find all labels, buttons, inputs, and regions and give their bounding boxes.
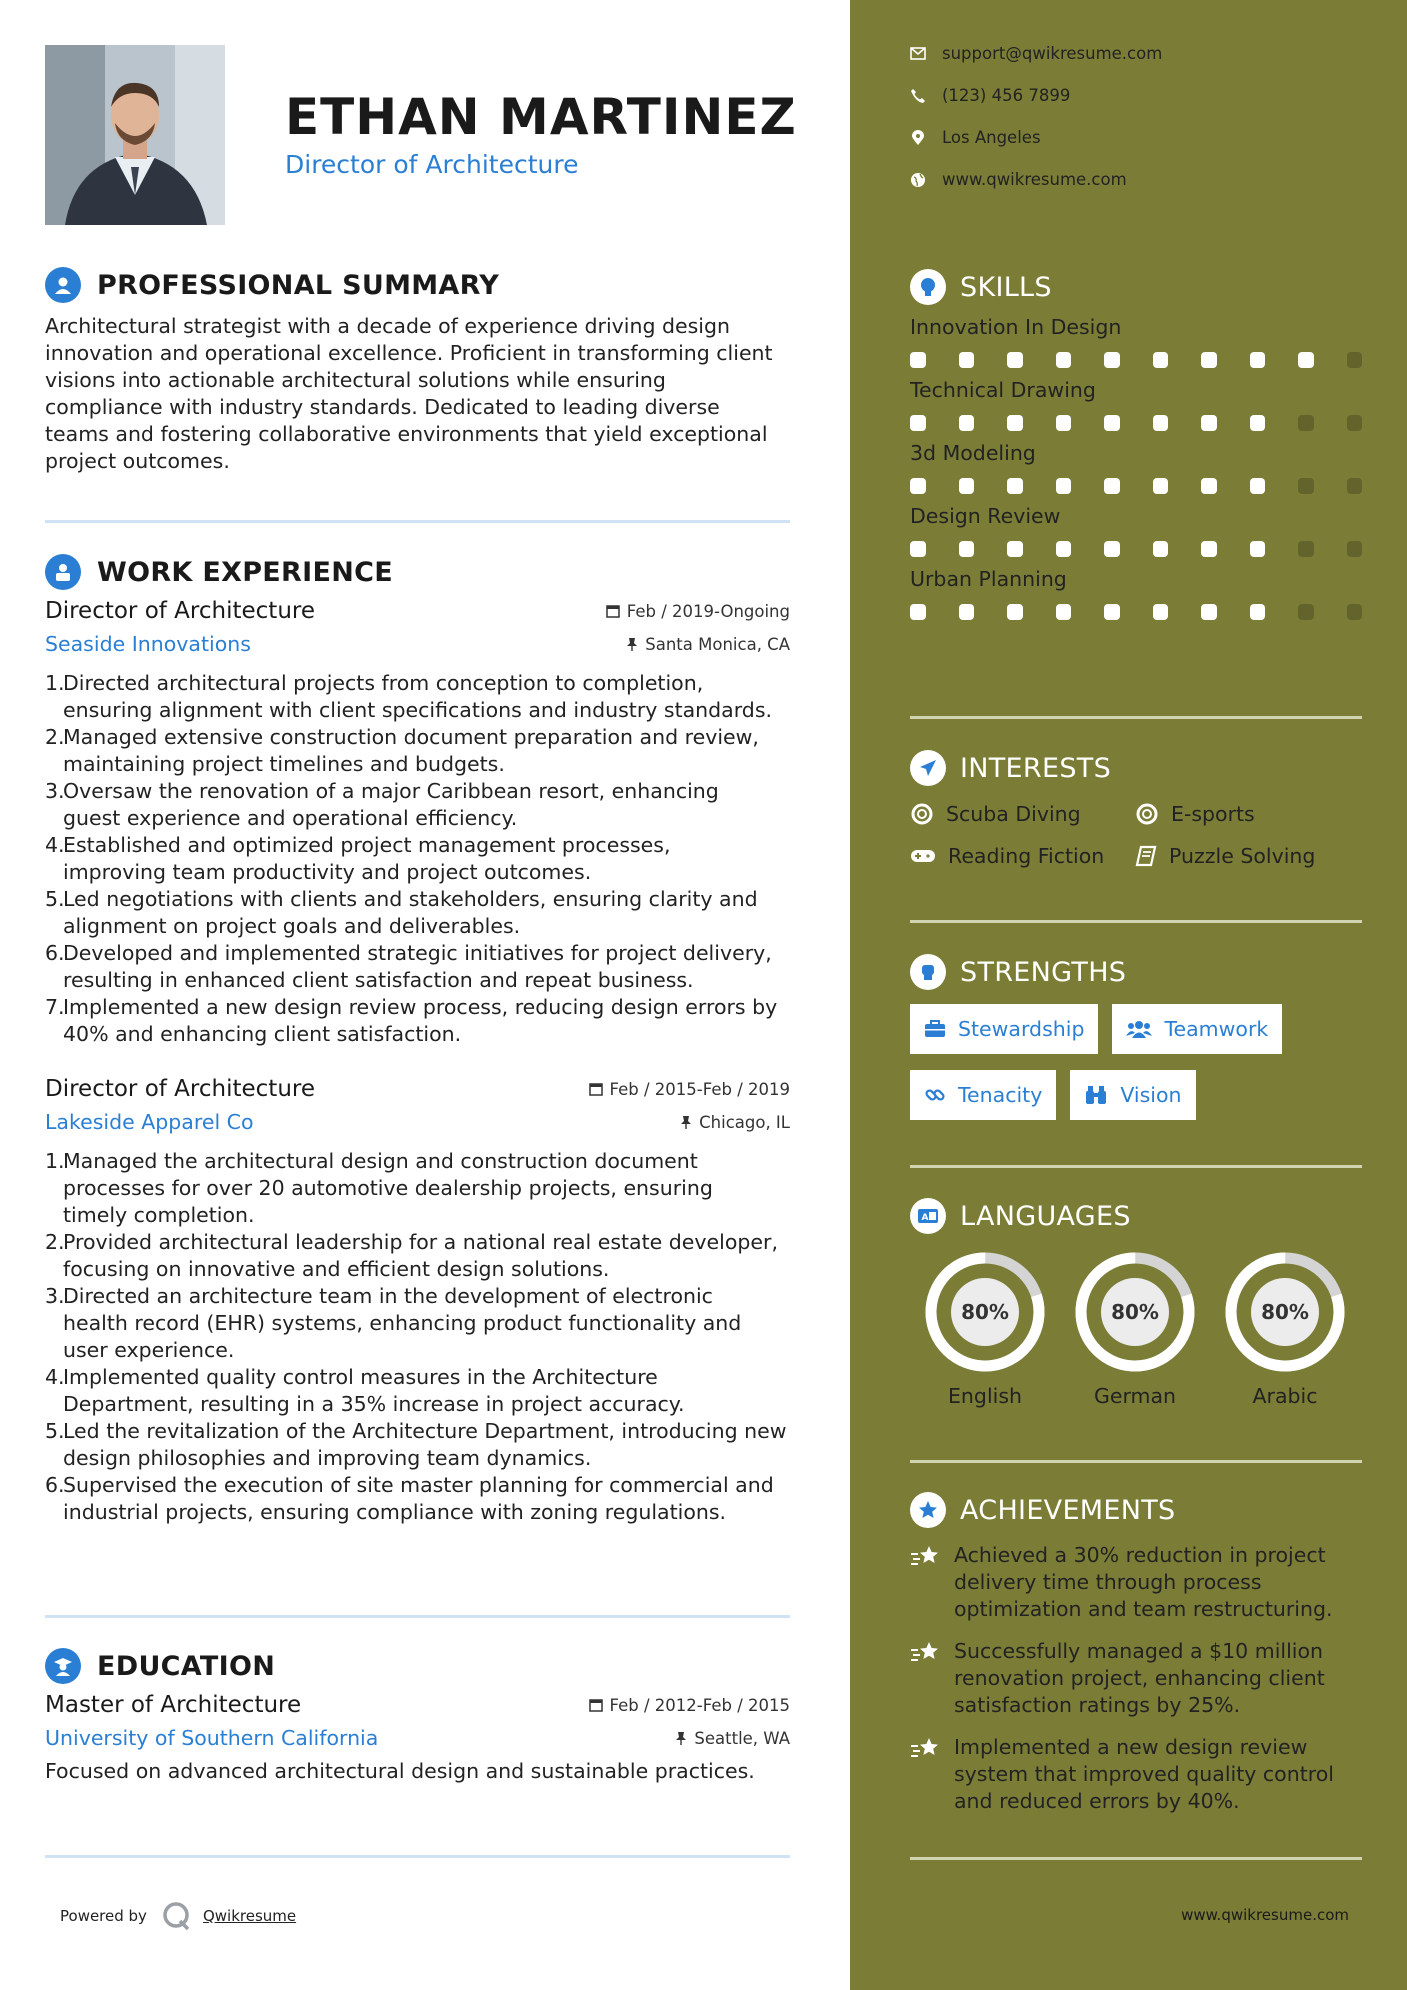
skills-list xyxy=(910,315,1362,622)
achievement-item: Achieved a 30% reduction in project delivery time through process optimization and team restructuring. xyxy=(910,1542,1362,1623)
skill-dot xyxy=(1153,541,1169,557)
education-description: Focused on advanced architectural design and sustainable practices. xyxy=(45,1759,755,1783)
job-title: Director of Architecture xyxy=(45,1076,315,1102)
list-item: 6. Supervised the execution of site master planning for commercial and industrial projects, ensuring compliance with zoning regulations. xyxy=(45,1473,774,1524)
skill-dot xyxy=(1056,541,1072,557)
job-title: Director of Architecture xyxy=(45,598,315,624)
skill-dot xyxy=(959,541,975,557)
school: University of Southern California xyxy=(45,1726,379,1750)
profile-photo xyxy=(45,45,225,225)
skill-dot xyxy=(1298,541,1314,557)
education-location: Seattle, WA xyxy=(675,1729,790,1748)
skill-name: Technical Drawing xyxy=(910,378,1096,402)
skill-dot xyxy=(1201,352,1217,368)
list-item: 7. Implemented a new design review process, reducing design errors by 40% and enhancing client satisfaction. xyxy=(45,995,778,1046)
skill-dot xyxy=(1250,415,1266,431)
skill-dot xyxy=(910,604,926,620)
phone-icon xyxy=(910,88,926,104)
list-item: 2. Managed extensive construction document preparation and review, maintaining project timelines and budgets. xyxy=(45,725,759,776)
list-item: 2. Provided architectural leadership for a national real estate developer, focusing on innovative and efficient design solutions. xyxy=(45,1230,778,1281)
interest-item: Scuba Diving xyxy=(910,802,1135,826)
interest-item: Puzzle Solving xyxy=(1135,844,1360,868)
languages-title: LANGUAGES xyxy=(960,1200,1131,1232)
skill-rating xyxy=(910,415,1362,433)
strength-tag: Teamwork xyxy=(1112,1004,1282,1054)
section-divider xyxy=(910,1165,1362,1168)
interest-item: E-sports xyxy=(1135,802,1360,826)
skill-dot xyxy=(1153,352,1169,368)
job-dates: Feb / 2015-Feb / 2019 xyxy=(589,1080,790,1099)
education-dates: Feb / 2012-Feb / 2015 xyxy=(589,1696,790,1715)
skill-dot xyxy=(1250,604,1266,620)
skill-dot xyxy=(1347,352,1363,368)
pin-icon xyxy=(626,637,638,651)
strengths-title: STRENGTHS xyxy=(960,956,1127,988)
globe-icon xyxy=(910,172,926,188)
job-entry xyxy=(45,1076,790,1526)
skill-dot xyxy=(1007,541,1023,557)
binoculars-icon xyxy=(1084,1085,1108,1105)
language-item xyxy=(910,1250,1060,1408)
language-name: German xyxy=(1093,1384,1177,1408)
skill-dot xyxy=(959,352,975,368)
skill-name: Innovation In Design xyxy=(910,315,1122,339)
list-item: 5. Led negotiations with clients and stakeholders, ensuring clarity and alignment on project goals and deliverables. xyxy=(45,887,758,938)
section-divider xyxy=(45,1855,790,1858)
shooting-star-icon xyxy=(910,1544,942,1570)
strength-tag: Vision xyxy=(1070,1070,1195,1120)
candidate-role: Director of Architecture xyxy=(285,150,579,179)
calendar-icon xyxy=(606,604,620,618)
job-location: Santa Monica, CA xyxy=(626,635,790,654)
skill-dot xyxy=(1250,352,1266,368)
language-percent: 80% xyxy=(1111,1300,1159,1324)
graduate-icon xyxy=(45,1648,81,1684)
list-item: 4. Implemented quality control measures in the Architecture Department, resulting in a 35% increase in project accuracy. xyxy=(45,1365,685,1416)
envelope-icon xyxy=(910,47,926,60)
user-icon xyxy=(45,267,81,303)
strength-tag: Tenacity xyxy=(910,1070,1056,1120)
skill-dot xyxy=(1104,352,1120,368)
job-company: Seaside Innovations xyxy=(45,632,251,656)
pin-icon xyxy=(680,1115,692,1129)
list-item: 1. Directed architectural projects from conception to completion, ensuring alignment with client specifications and industry standards. xyxy=(45,671,773,722)
list-item: 5. Led the revitalization of the Architecture Department, introducing new design philosophies and improving team dynamics. xyxy=(45,1419,787,1470)
list-item: 6. Developed and implemented strategic initiatives for project delivery, resulting in enhanced client satisfaction and repeat business. xyxy=(45,941,772,992)
language-item xyxy=(1210,1250,1360,1408)
shooting-star-icon xyxy=(910,1736,942,1762)
skill-dot xyxy=(1201,415,1217,431)
footer-powered xyxy=(60,1900,296,1932)
strengths-list xyxy=(910,1004,1362,1120)
skill-name: Urban Planning xyxy=(910,567,1067,591)
skill-dot xyxy=(1104,415,1120,431)
skill-dot xyxy=(1201,604,1217,620)
lifebuoy-icon xyxy=(1135,802,1159,826)
qwikresume-link[interactable]: Qwikresume xyxy=(202,1907,297,1925)
link-icon xyxy=(924,1084,946,1106)
education-title: EDUCATION xyxy=(97,1650,276,1682)
skill-dot xyxy=(1007,352,1023,368)
map-pin-icon xyxy=(910,130,926,146)
skill-dot xyxy=(910,415,926,431)
skill-rating xyxy=(910,478,1362,496)
job-duties xyxy=(45,670,790,1048)
list-item: 3. Oversaw the renovation of a major Caribbean resort, enhancing guest experience and operational efficiency. xyxy=(45,779,719,830)
languages-list xyxy=(910,1250,1362,1408)
section-divider xyxy=(45,520,790,523)
skill-dot xyxy=(910,541,926,557)
skill-dot xyxy=(1201,478,1217,494)
briefcase-icon xyxy=(924,1020,946,1038)
achievement-item: Implemented a new design review system that improved quality control and reduced errors by 40%. xyxy=(910,1734,1362,1815)
skill-dot xyxy=(1056,478,1072,494)
skill-dot xyxy=(1056,604,1072,620)
calendar-icon xyxy=(589,1082,603,1096)
experience-section xyxy=(45,552,790,1526)
skill-dot xyxy=(1347,478,1363,494)
skill-dot xyxy=(1007,604,1023,620)
summary-section xyxy=(45,265,790,475)
skills-title: SKILLS xyxy=(960,271,1052,303)
lightbulb-icon xyxy=(910,269,946,305)
language-progress-ring xyxy=(1073,1250,1197,1374)
skill-dot xyxy=(1347,415,1363,431)
skill-name: Design Review xyxy=(910,504,1061,528)
skill-dot xyxy=(1250,478,1266,494)
skills-section xyxy=(910,267,1362,622)
list-item: 1. Managed the architectural design and construction document processes for over 20 automotive dealership projects, ensuring timely completion. xyxy=(45,1149,713,1227)
skill-dot xyxy=(1250,541,1266,557)
interests-section xyxy=(910,748,1362,868)
strengths-section xyxy=(910,952,1362,1120)
summary-title: PROFESSIONAL SUMMARY xyxy=(97,269,500,301)
contact-website[interactable]: www.qwikresume.com xyxy=(910,170,1127,189)
footer-website[interactable]: www.qwikresume.com xyxy=(1181,1906,1349,1924)
summary-text: Architectural strategist with a decade of experience driving design innovation and operational excellence. Proficient in transforming client visions into actionable architectural solutions while ensuring compliance with industry standards. Dedicated to leading diverse teams and fostering collaborative environments that yield exceptional project outcomes. xyxy=(45,314,773,473)
language-icon xyxy=(910,1198,946,1234)
contact-phone[interactable]: (123) 456 7899 xyxy=(910,86,1070,105)
skill-dot xyxy=(1007,415,1023,431)
skill-dot xyxy=(1056,415,1072,431)
lifebuoy-icon xyxy=(910,802,934,826)
powered-by-label: Powered by xyxy=(60,1907,147,1925)
skill-dot xyxy=(1347,604,1363,620)
education-section xyxy=(45,1646,790,1785)
pin-icon xyxy=(675,1731,687,1745)
skill-dot xyxy=(1298,478,1314,494)
skill-dot xyxy=(1347,541,1363,557)
section-divider xyxy=(910,920,1362,923)
skill-dot xyxy=(1056,352,1072,368)
calendar-icon xyxy=(589,1698,603,1712)
qwikresume-logo-icon xyxy=(161,1900,193,1932)
list-item: 4. Established and optimized project management processes, improving team productivity and project outcomes. xyxy=(45,833,671,884)
skill-name: 3d Modeling xyxy=(910,441,1036,465)
skill-dot xyxy=(1153,415,1169,431)
degree: Master of Architecture xyxy=(45,1692,302,1718)
section-divider xyxy=(910,1857,1362,1860)
skill-dot xyxy=(959,478,975,494)
skill-rating xyxy=(910,604,1362,622)
language-progress-ring xyxy=(923,1250,1047,1374)
skill-dot xyxy=(910,478,926,494)
achievements-section xyxy=(910,1490,1362,1815)
briefcase-user-icon xyxy=(45,554,81,590)
language-percent: 80% xyxy=(961,1300,1009,1324)
candidate-name: ETHAN MARTINEZ xyxy=(285,88,797,146)
achievements-title: ACHIEVEMENTS xyxy=(960,1494,1176,1526)
job-duties xyxy=(45,1148,790,1526)
contact-email[interactable]: support@qwikresume.com xyxy=(910,44,1162,63)
job-company: Lakeside Apparel Co xyxy=(45,1110,254,1134)
experience-title: WORK EXPERIENCE xyxy=(97,556,393,588)
skill-dot xyxy=(1104,541,1120,557)
skill-dot xyxy=(1104,478,1120,494)
job-location: Chicago, IL xyxy=(680,1113,790,1132)
gamepad-icon xyxy=(910,846,936,866)
skill-dot xyxy=(959,604,975,620)
language-name: Arabic xyxy=(1252,1384,1318,1408)
interest-item: Reading Fiction xyxy=(910,844,1135,868)
contact-location: Los Angeles xyxy=(910,128,1041,147)
paper-plane-icon xyxy=(910,750,946,786)
job-entry xyxy=(45,598,790,1048)
skill-rating xyxy=(910,541,1362,559)
skill-dot xyxy=(1298,604,1314,620)
svg-text:A: A xyxy=(921,1213,929,1223)
education-entry xyxy=(45,1692,790,1785)
skill-dot xyxy=(1104,604,1120,620)
skill-dot xyxy=(910,352,926,368)
interests-list xyxy=(910,802,1362,868)
language-progress-ring xyxy=(1223,1250,1347,1374)
star-badge-icon xyxy=(910,1492,946,1528)
fist-icon xyxy=(910,954,946,990)
section-divider xyxy=(910,716,1362,719)
skill-dot xyxy=(1298,352,1314,368)
skill-dot xyxy=(1298,415,1314,431)
skill-dot xyxy=(1007,478,1023,494)
interests-title: INTERESTS xyxy=(960,752,1112,784)
skill-dot xyxy=(1153,478,1169,494)
strength-tag: Stewardship xyxy=(910,1004,1098,1054)
section-divider xyxy=(910,1460,1362,1463)
skill-dot xyxy=(1201,541,1217,557)
language-name: English xyxy=(947,1384,1023,1408)
users-icon xyxy=(1126,1019,1152,1039)
language-percent: 80% xyxy=(1261,1300,1309,1324)
languages-section xyxy=(910,1196,1362,1408)
achievement-item: Successfully managed a $10 million renovation project, enhancing client satisfaction ratings by 25%. xyxy=(910,1638,1362,1719)
job-dates: Feb / 2019-Ongoing xyxy=(606,602,790,621)
skill-dot xyxy=(959,415,975,431)
skill-rating xyxy=(910,352,1362,370)
section-divider xyxy=(45,1615,790,1618)
list-item: 3. Directed an architecture team in the development of electronic health record (EHR) systems, enhancing product functionality and user experience. xyxy=(45,1284,742,1362)
language-item xyxy=(1060,1250,1210,1408)
skill-dot xyxy=(1153,604,1169,620)
shooting-star-icon xyxy=(910,1640,942,1666)
book-icon xyxy=(1135,845,1157,867)
